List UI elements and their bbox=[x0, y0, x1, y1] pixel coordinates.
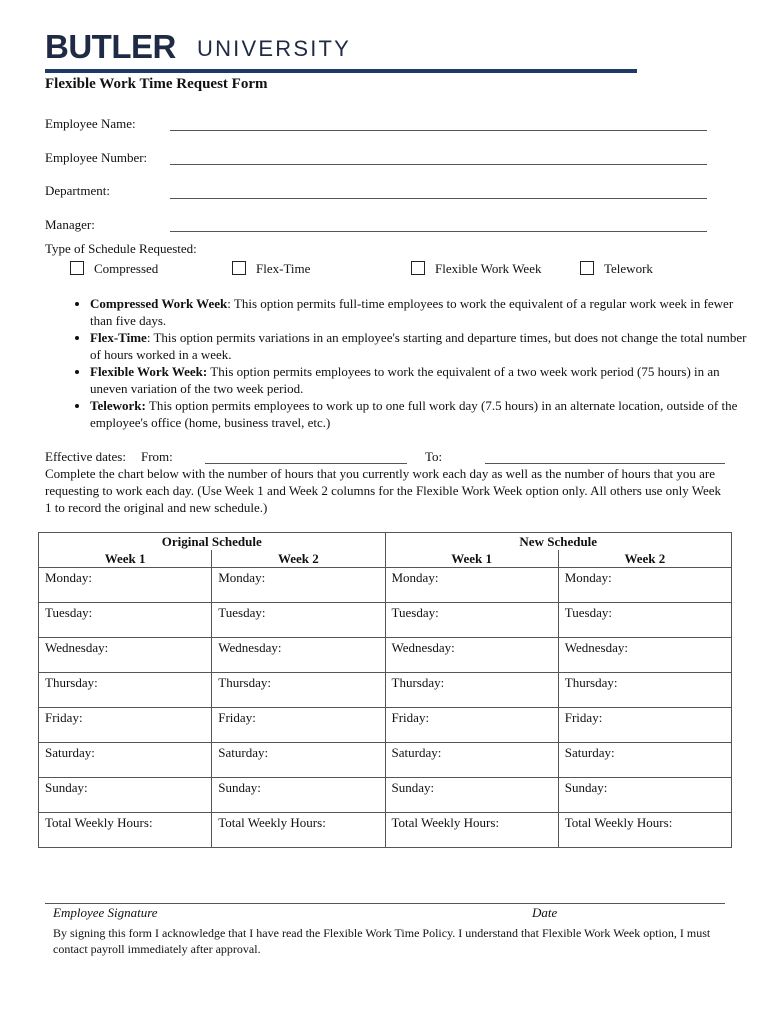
header-rule bbox=[45, 69, 637, 73]
option-compressed-label: Compressed bbox=[94, 261, 159, 276]
total-hours-cell[interactable]: Total Weekly Hours: bbox=[558, 813, 731, 848]
option-flex-time[interactable] bbox=[232, 261, 310, 277]
option-flexible-work-week[interactable] bbox=[411, 261, 541, 277]
checkbox-telework[interactable] bbox=[580, 261, 594, 275]
logo-butler: BUTLER bbox=[45, 28, 176, 65]
hours-cell[interactable]: Tuesday: bbox=[212, 603, 385, 638]
hours-cell[interactable]: Friday: bbox=[558, 708, 731, 743]
logo-university: UNIVERSITY bbox=[197, 36, 352, 61]
instructions: Complete the chart below with the number of hours that you currently work each day as well as the number of hours that you are requesting to work each day. (Use Week 1 and Week 2 columns for the Flexible Work Week option only. All others use only Week 1 to record the original and new schedule.) bbox=[45, 466, 722, 515]
hours-cell[interactable]: Saturday: bbox=[212, 743, 385, 778]
description-item: • Flex-Time: This option permits variations in an employee's starting and departure times, but does not change the total number of hours worked in a week. bbox=[90, 329, 755, 363]
table-row bbox=[39, 743, 732, 778]
department-label: Department: bbox=[45, 183, 110, 198]
hours-cell[interactable]: Wednesday: bbox=[385, 638, 558, 673]
description-item bbox=[90, 397, 755, 431]
total-hours-cell[interactable]: Total Weekly Hours: bbox=[39, 813, 212, 848]
hours-cell[interactable]: Thursday: bbox=[558, 673, 731, 708]
hours-cell[interactable]: Friday: bbox=[212, 708, 385, 743]
employee-number-field[interactable] bbox=[170, 164, 707, 165]
hours-cell[interactable]: Sunday: bbox=[385, 778, 558, 813]
table-row bbox=[39, 708, 732, 743]
hours-cell[interactable]: Tuesday: bbox=[385, 603, 558, 638]
option-telework[interactable] bbox=[580, 261, 653, 277]
hours-cell[interactable]: Monday: bbox=[385, 568, 558, 603]
description-text: This option permits full-time employees to work the equivalent of a regular work week in fewer than five days. bbox=[90, 296, 734, 328]
description-text: This option permits employees to work up to one full work day (7.5 hours) in an alternate location, outside of the employee's office (home, business travel, etc.) bbox=[90, 398, 738, 430]
option-compressed[interactable] bbox=[70, 261, 158, 277]
table-row bbox=[39, 603, 732, 638]
effective-dates-label: Effective dates: bbox=[45, 449, 126, 464]
manager-field[interactable] bbox=[170, 231, 707, 232]
hours-cell[interactable]: Friday: bbox=[385, 708, 558, 743]
manager-label: Manager: bbox=[45, 217, 95, 232]
hours-cell[interactable]: Thursday: bbox=[212, 673, 385, 708]
date-label: Date bbox=[532, 905, 558, 920]
hours-cell[interactable]: Wednesday: bbox=[212, 638, 385, 673]
original-schedule-header: Original Schedule bbox=[39, 533, 386, 551]
description-term: Flexible Work Week: bbox=[90, 364, 208, 379]
hours-cell[interactable]: Monday: bbox=[212, 568, 385, 603]
employee-number-label: Employee Number: bbox=[45, 150, 148, 165]
hours-cell[interactable]: Saturday: bbox=[385, 743, 558, 778]
checkbox-compressed[interactable] bbox=[70, 261, 84, 275]
effective-to-field[interactable] bbox=[485, 463, 725, 464]
hours-cell[interactable]: Thursday: bbox=[385, 673, 558, 708]
option-flex-time-label: Flex-Time bbox=[256, 261, 311, 276]
table-row bbox=[39, 673, 732, 708]
hours-cell[interactable]: Sunday: bbox=[212, 778, 385, 813]
hours-cell[interactable]: Tuesday: bbox=[39, 603, 212, 638]
week-header: Week 2 bbox=[558, 550, 731, 568]
total-hours-cell[interactable]: Total Weekly Hours: bbox=[385, 813, 558, 848]
description-item bbox=[90, 363, 755, 397]
hours-cell[interactable]: Monday: bbox=[39, 568, 212, 603]
description-term: Compressed Work Week bbox=[90, 296, 228, 311]
hours-cell[interactable]: Sunday: bbox=[558, 778, 731, 813]
checkbox-flexible-work-week[interactable] bbox=[411, 261, 425, 275]
week-header: Week 1 bbox=[385, 550, 558, 568]
effective-to-label: To: bbox=[425, 449, 443, 464]
option-flexible-work-week-label: Flexible Work Week bbox=[435, 261, 542, 276]
week-header: Week 2 bbox=[212, 550, 385, 568]
department-field[interactable] bbox=[170, 198, 707, 199]
description-term: Telework: bbox=[90, 398, 146, 413]
signature-line[interactable] bbox=[45, 903, 725, 904]
effective-from-label: From: bbox=[141, 449, 173, 464]
checkbox-flex-time[interactable] bbox=[232, 261, 246, 275]
table-row bbox=[39, 778, 732, 813]
acknowledgement-text: By signing this form I acknowledge that I have read the Flexible Work Time Policy. I understand that Flexible Work Week option, I must contact payroll immediately after approval. bbox=[53, 926, 711, 956]
hours-cell[interactable]: Monday: bbox=[558, 568, 731, 603]
hours-cell[interactable]: Wednesday: bbox=[39, 638, 212, 673]
new-schedule-header: New Schedule bbox=[385, 533, 732, 551]
employee-signature-label: Employee Signature bbox=[53, 905, 158, 920]
effective-from-field[interactable] bbox=[205, 463, 407, 464]
hours-cell[interactable]: Sunday: bbox=[39, 778, 212, 813]
description-text: This option permits employees to work the equivalent of a two week work period (75 hours) in an uneven variation of the two week period. bbox=[90, 364, 720, 396]
hours-cell[interactable]: Tuesday: bbox=[558, 603, 731, 638]
description-item: • Compressed Work Week: This option permits full-time employees to work the equivalent of a regular work week in fewer than five days. bbox=[90, 295, 755, 329]
description-term: Flex-Time bbox=[90, 330, 147, 345]
hours-cell[interactable]: Friday: bbox=[39, 708, 212, 743]
form-title: Flexible Work Time Request Form bbox=[45, 76, 268, 92]
total-hours-cell[interactable]: Total Weekly Hours: bbox=[212, 813, 385, 848]
hours-cell[interactable]: Saturday: bbox=[39, 743, 212, 778]
hours-cell[interactable]: Thursday: bbox=[39, 673, 212, 708]
schedule-table bbox=[38, 532, 732, 848]
table-row bbox=[39, 813, 732, 848]
option-telework-label: Telework bbox=[604, 261, 653, 276]
employee-name-field[interactable] bbox=[170, 130, 707, 131]
schedule-descriptions bbox=[45, 295, 755, 431]
employee-name-label: Employee Name: bbox=[45, 116, 136, 131]
hours-cell[interactable]: Wednesday: bbox=[558, 638, 731, 673]
week-header: Week 1 bbox=[39, 550, 212, 568]
hours-cell[interactable]: Saturday: bbox=[558, 743, 731, 778]
table-row bbox=[39, 568, 732, 603]
schedule-type-label: Type of Schedule Requested: bbox=[45, 241, 197, 256]
table-row bbox=[39, 638, 732, 673]
description-text: This option permits variations in an employee's starting and departure times, but does not change the total number of hours worked in a week. bbox=[90, 330, 747, 362]
